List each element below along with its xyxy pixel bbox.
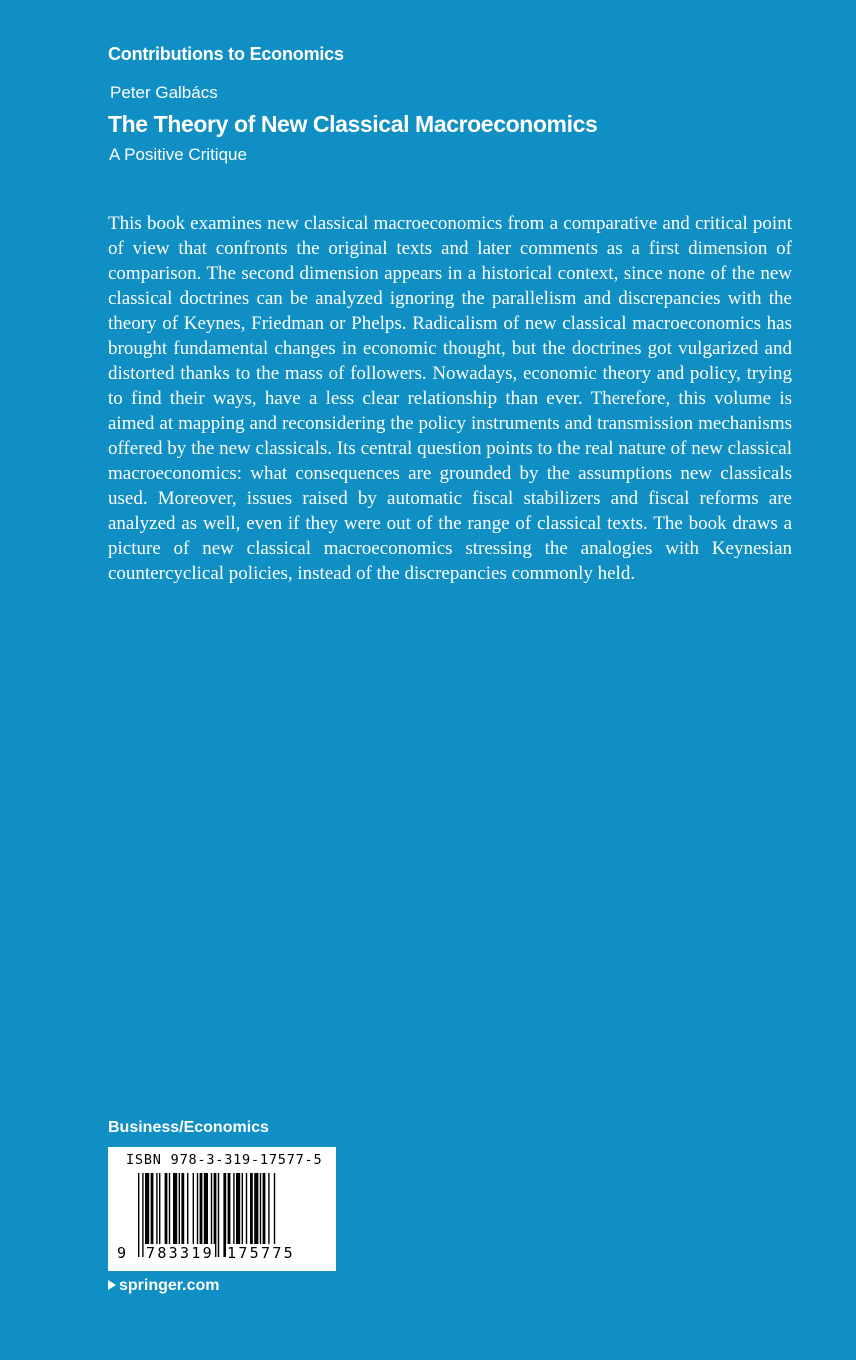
arrow-right-icon — [108, 1280, 116, 1290]
subject-category: Business/Economics — [108, 1119, 269, 1136]
website-label: springer.com — [119, 1277, 220, 1294]
barcode-bar — [138, 1173, 139, 1257]
series-title: Contributions to Economics — [108, 44, 344, 64]
barcode-right-digits: 175775 — [227, 1244, 295, 1262]
publisher-website[interactable] — [108, 1277, 219, 1295]
book-description: This book examines new classical macroeconomics from a comparative and critical point of view that confronts the original texts and later comments as a first dimension of comparison. The second dimension appears in a historical context, since none of the new classical doctrines can be analyzed ignoring the parallelism and discrepancies with the theory of Keynes, Friedman or Phelps. Radicalism of new classical macroeconomics has brought fundamental changes in economic thought, but the doctrines got vulgarized and distorted thanks to the mass of followers. Nowadays, economic theory and policy, trying to find their ways, have a less clear relationship than ever. Therefore, this volume is aimed at mapping and reconsidering the policy instruments and transmission mechanisms offered by the new classicals. Its central question points to the real nature of new classical macroeconomics: what consequences are grounded by the assumptions new classicals used. Moreover, issues raised by automatic fiscal stabilizers and fiscal reforms are analyzed as well, even if they were out of the range of classical texts. The book draws a picture of new classical macroeconomics stressing the analogies with Keynesian countercyclical policies, instead of the discrepancies commonly held. — [108, 213, 792, 584]
barcode-bar — [142, 1173, 143, 1257]
author-name: Peter Galbács — [110, 83, 218, 102]
barcode-left-digits: 783319 — [146, 1244, 214, 1262]
isbn-text: ISBN 978-3-319-17577-5 — [126, 1152, 323, 1168]
book-subtitle: A Positive Critique — [109, 145, 247, 164]
barcode-bar — [218, 1173, 219, 1257]
barcode-lead-digit: 9 — [117, 1244, 127, 1262]
book-title: The Theory of New Classical Macroeconomics — [108, 111, 598, 137]
barcode-panel — [108, 1147, 336, 1271]
